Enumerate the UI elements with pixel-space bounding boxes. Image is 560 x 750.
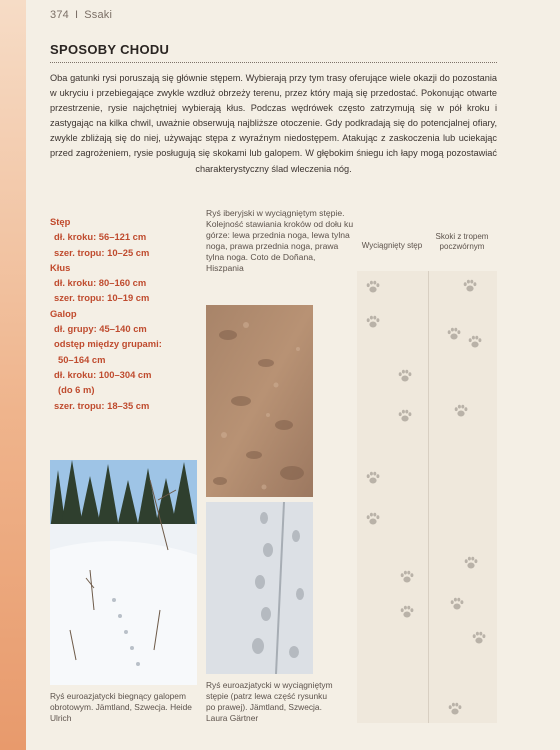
gait-measurements <box>50 214 200 413</box>
chapter-name: Ssaki <box>84 9 113 21</box>
diagram-label-extended-walk: Wyciągnięty stęp <box>361 241 423 250</box>
section-title: SPOSOBY CHODU <box>50 42 170 57</box>
page-edge-band <box>0 0 26 750</box>
paw-print-icon <box>453 403 469 419</box>
page-number: 374 <box>50 9 69 21</box>
section-rule <box>50 62 497 63</box>
gait-step-stride: dł. kroku: 56–121 cm <box>54 231 147 243</box>
diagram-divider <box>428 271 429 723</box>
gait-step-title: Stęp <box>50 216 71 227</box>
gait-gallop-title: Galop <box>50 307 77 319</box>
gait-gallop-gap-label: odstęp między grupami: <box>54 338 162 350</box>
paw-print-icon <box>397 408 413 424</box>
gait-gallop-stride: dł. kroku: 100–304 cm <box>54 368 152 380</box>
running-header <box>50 9 112 21</box>
paw-print-icon <box>471 630 487 646</box>
caption-iberian-lynx: Ryś iberyjski w wyciągniętym stępie. Kolejność stawiania kroków od dołu ku górze: lewa przednia noga, lewa tylna noga, prawa przednia noga, prawa tylna noga. Coto de Doñana, Hiszpania <box>206 208 354 273</box>
photo-snow-tracks <box>206 502 313 674</box>
paw-print-icon <box>463 555 479 571</box>
gait-step-width: szer. tropu: 10–25 cm <box>54 246 150 258</box>
gait-trot-stride: dł. kroku: 80–160 cm <box>54 277 147 289</box>
photo-sand-tracks <box>206 305 313 497</box>
gait-trot-title: Kłus <box>50 261 71 273</box>
gait-gallop-gap-value: 50–164 cm <box>58 353 106 365</box>
paw-print-icon <box>446 326 462 342</box>
gait-gallop-group-length: dł. grupy: 45–140 cm <box>54 323 147 335</box>
paw-print-icon <box>365 279 381 295</box>
header-separator: I <box>74 9 79 21</box>
gait-gallop-width: szer. tropu: 18–35 cm <box>54 399 150 411</box>
caption-extended-walk: Ryś euroazjatycki w wyciągniętym stępie (patrz lewa część rysunku po prawej). Jämtland, Szwecja. Laura Gärtner <box>206 680 333 723</box>
paw-print-icon <box>462 278 478 294</box>
track-diagram <box>357 228 497 723</box>
body-paragraph: Oba gatunki rysi poruszają się głównie stępem. Wybierają przy tym trasy oferujące wiele okazji do pozostania w ukryciu i przebiegające zwykle wzdłuż obrzeży terenu, przez który mają się przedostać. Pokonując otwarte przestrzenie, rysie najchętniej wybierają kłus. Podczas wędrówek często zatrzymują się w pół kroku i zastygając na kilka chwil, uważnie obserwują najbliższe otoczenie. Gdy podkradają się do potencjalnej ofiary, zwykle zbliżają się do niej, używając stępa z wyraźnym niedostępem. Atakując z zaskoczenia lub uciekając przed zagrożeniem, rysie posługują się skokami lub galopem. W głębokim śniegu ich łapy mogą pozostawiać charakterystyczny ślad wleczenia nóg. <box>50 73 497 174</box>
paw-print-icon <box>365 314 381 330</box>
photo-winter-forest <box>50 460 197 685</box>
paw-print-icon <box>399 569 415 585</box>
caption-galloping-lynx: Ryś euroazjatycki biegnący galopem obrotowym. Jämtland, Szwecja. Heide Ulrich <box>50 691 192 723</box>
paw-print-icon <box>399 604 415 620</box>
diagram-label-quadruple-leaps: Skoki z tropem poczwórnym <box>435 232 489 251</box>
gait-gallop-stride-extra: (do 6 m) <box>58 384 95 396</box>
paw-print-icon <box>365 511 381 527</box>
paw-print-icon <box>447 701 463 717</box>
paw-print-icon <box>449 596 465 612</box>
gait-trot-width: szer. tropu: 10–19 cm <box>54 292 150 304</box>
paw-print-icon <box>397 368 413 384</box>
paw-print-icon <box>365 470 381 486</box>
paw-print-icon <box>467 334 483 350</box>
